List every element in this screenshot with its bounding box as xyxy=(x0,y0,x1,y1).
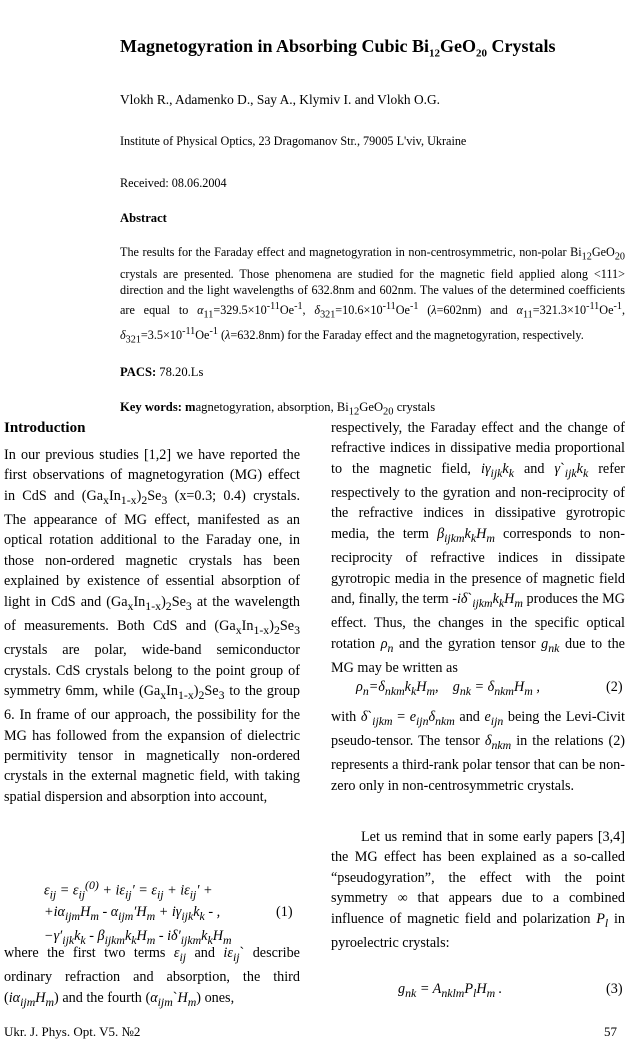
footer-page-number: 57 xyxy=(604,1024,617,1039)
pacs xyxy=(120,365,203,380)
equation-1-line-3: $-\gamma'_{ijk}k_k - \beta_{ijkm}k_kH_m - i\delta'_{ijkm}k_kH_m$ xyxy=(44,928,232,947)
pacs-label: PACS: xyxy=(120,365,157,379)
intro-left-paragraph: In our previous studies [1,2] we have reported the first observations of magnetogyration (MG) effect in CdS and $(Ga_xIn_{1-x})_2Se_3$ (x=0.3; 0.4) crystals. The appearance of MG effect, manifested as an optical rotation additional to the Faraday one, in those non-ordered magnetic crystals has been explained by existence of essential absorption of light in CdS and $(Ga_xIn_{1-x})_2Se_3$ at the wavelength of measurements. Both CdS and $(Ga_xIn_{1-x})_2Se_3$ crystals are polar, wide-band semiconductor crystals. CdS crystals belong to the point group of symmetry 6mm, while $(Ga_xIn_{1-x})_2Se_3$ to the group 6. In frame of our approach, the possibility for the MG has followed from the expansion of dielectric permitivity tensor in magnetically non-ordered crystals in the external magnetic field, with taking spatial dispersion and absorption into account, xyxy=(4,447,301,805)
received-date: Received: 08.06.2004 xyxy=(120,176,227,190)
equation-3: $g_{nk} = A_{nklm}P_lH_m$ . xyxy=(398,981,503,1000)
intro-heading: Introduction xyxy=(4,420,86,436)
intro-right-paragraph-2: with $\delta`_{ijkm} = e_{ijn}\delta_{nkm}$ and $e_{ijn}$ being the Levi-Civit pseudo-tensor. The tensor $\delta_{nkm}$ in the relations (2) represents a third-rank polar tensor that can be non-zero only in non-centrosymmetric crystals. xyxy=(331,709,626,794)
intro-right-paragraph-1: respectively, the Faraday effect and the change of refractive indices in dissipative media proportional to the magnetic field, $i\gamma_{ijk}k_k$ and $\gamma`_{ijk}k_k$ refer respectively to the gyration and non-reciprocity of the refractive indices in dissipative gyrotropic media, the term $\beta_{ijkm}k_kH_m$ corresponds to non-reciprocity of refractive indices in dissipate gyrotropic media in the presence of magnetic field and, finally, the term $-i\delta`_{ijkm}k_kH_m$ produces the MG effect. Thus, the changes in the specific optical rotation $\rho_n$ and the gyration tensor $g_{nk}$ due to the MG may be written as xyxy=(331,420,626,676)
equation-3-number: (3) xyxy=(606,981,623,997)
paper-title: Magnetogyration in Absorbing Cubic $Bi_{12}GeO_{20}$ Crystals xyxy=(120,36,556,60)
equation-1-line-2: $+i\alpha_{ijm}H_m - \alpha_{ijm}'H_m + i\gamma_{ijk}k_k$ - , xyxy=(44,904,221,923)
intro-right-paragraph-3: Let us remind that in some early papers [3,4] the MG effect has been explained as a so-called “pseudogyration”, the effect with the point symmetry ∞ that appears due to a combined influence of magnetic field and polarization $P_l$ in pyroelectric crystals: xyxy=(331,829,625,951)
keywords xyxy=(120,400,435,418)
abstract-heading: Abstract xyxy=(120,211,167,225)
footer-journal: Ukr. J. Phys. Opt. V5. №2 xyxy=(4,1024,141,1039)
intro-left-after-equation: where the first two terms $\varepsilon_{ij}$ and $i\varepsilon_{ij}`$ describe ordinary refraction and absorption, the third $(i\alpha_{ijm}H_m)$ and the fourth $(\alpha_{ijm}`H_m)$ ones, xyxy=(4,945,300,1009)
abstract-text: The results for the Faraday effect and magnetogyration in non-centrosymmetric, non-polar $Bi_{12}GeO_{20}$ crystals are presented. Those phenomena are studied for the magnetic field applied along <111> direction and the light wavelengths of 632.8nm and 602nm. The values of the determined coefficients are equal to $\alpha_{11}=329.5\times 10^{-11}Oe^{-1}$, $\delta_{321}=10.6\times 10^{-11}Oe^{-1}$ (λ=602nm) and $\alpha_{11}=321.3\times 10^{-11}Oe^{-1}$, $\delta_{321}=3.5\times 10^{-11}Oe^{-1}$ (λ=632.8nm) for the Faraday effect and the magnetogyration, respectively. xyxy=(120,245,625,346)
equation-1-line-1: $\varepsilon_{ij} = \varepsilon_{ij}^{(0)} + i\varepsilon_{ij}' = \varepsilon_{ij} + i\varepsilon_{ij}'$ + xyxy=(44,878,213,902)
institute: Institute of Physical Optics, 23 Dragomanov Str., 79005 L'viv, Ukraine xyxy=(120,134,467,148)
keywords-label: Key words: m xyxy=(120,400,196,414)
equation-2-number: (2) xyxy=(606,679,623,695)
equation-1-number: (1) xyxy=(276,904,293,920)
authors: Vlokh R., Adamenko D., Say A., Klymiv I. and Vlokh O.G. xyxy=(120,92,441,107)
keywords-value: agnetogyration, absorption, $Bi_{12}GeO_{20}$ crystals xyxy=(195,400,436,418)
equation-2: $\rho_n=\delta_{nkm}k_kH_m$, $g_{nk} = \delta_{nkm}H_m$ , xyxy=(356,679,540,698)
pacs-value: 78.20.Ls xyxy=(156,365,204,379)
